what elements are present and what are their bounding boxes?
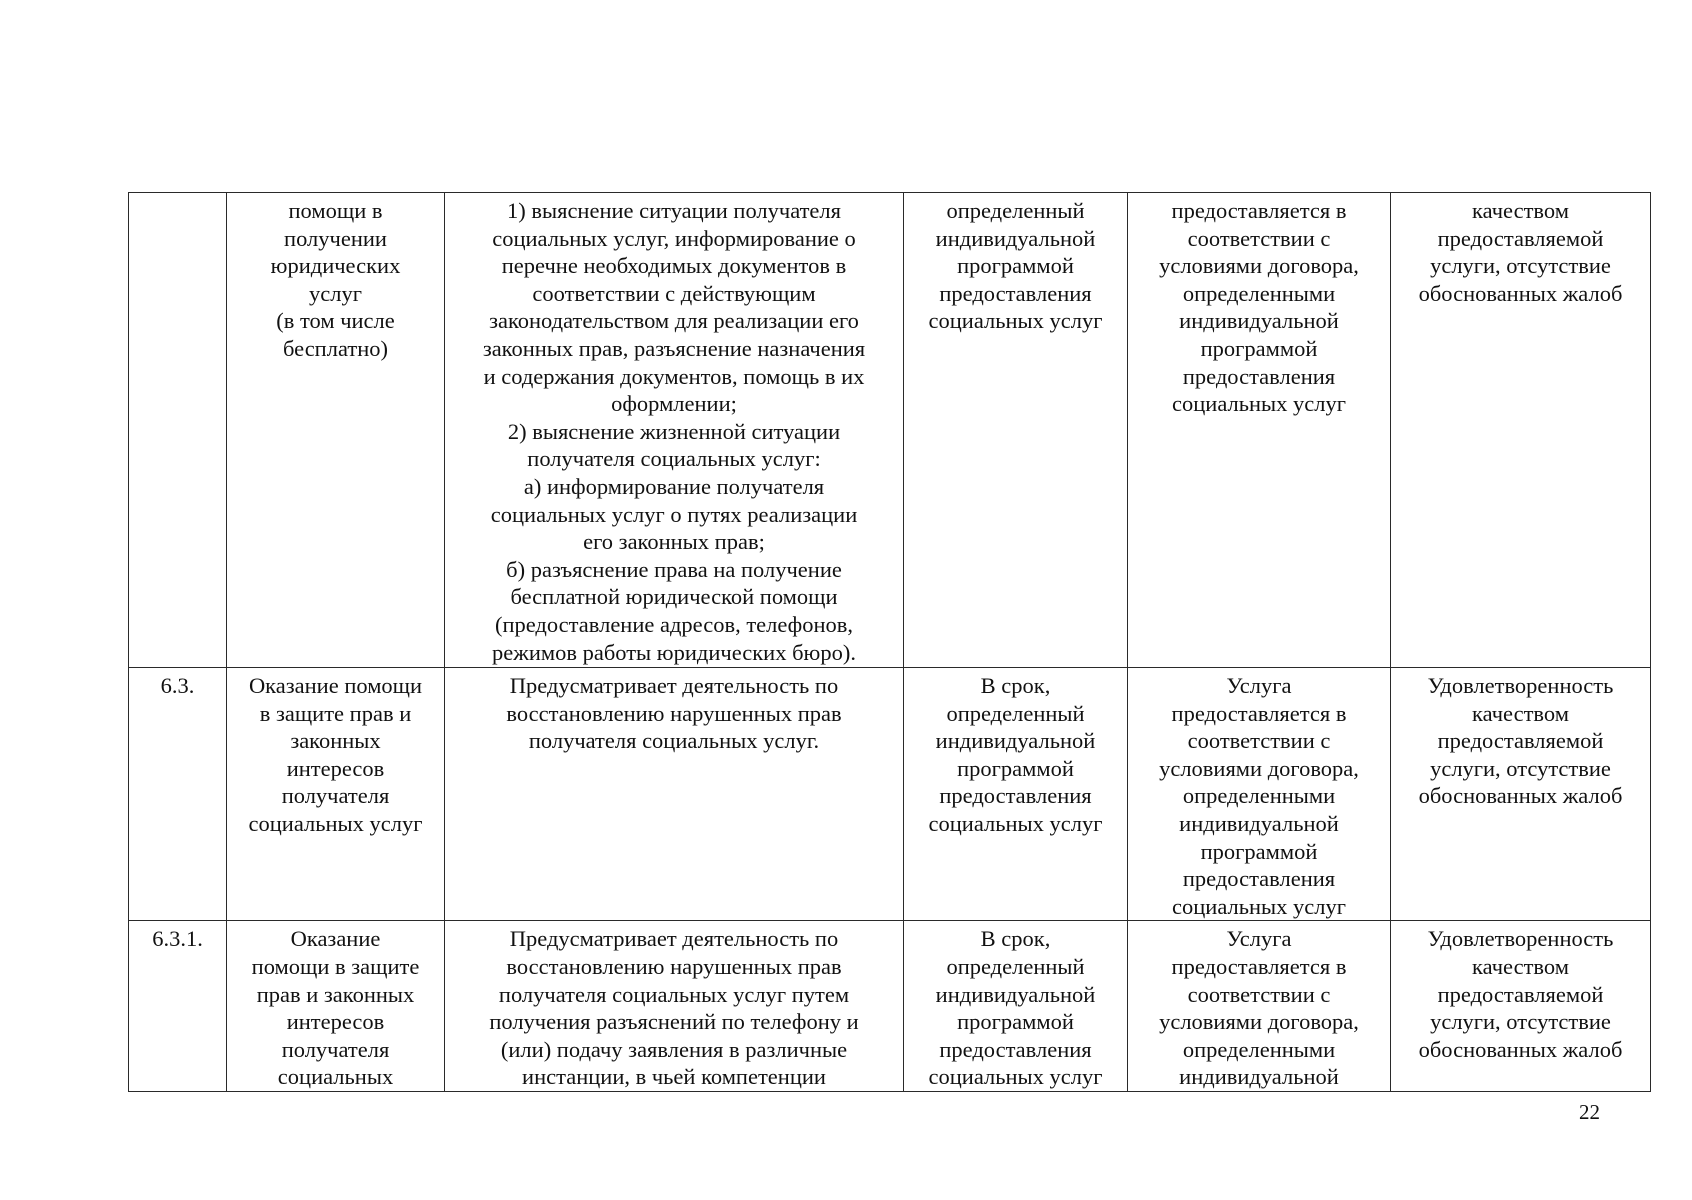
service-quality-cell: Удовлетворенность качеством предоставляемой услуги, отсутствие обоснованных жалоб — [1391, 921, 1651, 1092]
service-number-cell: 6.3. — [129, 668, 227, 921]
service-description-cell: 1) выяснение ситуации получателя социальных услуг, информирование о перечне необходимых документов в соответствии с действующим законодательством для реализации его законных прав, разъяснение назначения и содержания документов, помощь в их оформлении; 2) выяснение жизненной ситуации получателя социальных услуг: а) информирование получателя социальных услуг о путях реализации его законных прав; б) разъяснение права на получение бесплатной юридической помощи (предоставление адресов, телефонов, режимов работы юридических бюро). — [445, 193, 904, 668]
table-row — [129, 921, 1651, 1092]
service-quality-cell: Удовлетворенность качеством предоставляемой услуги, отсутствие обоснованных жалоб — [1391, 668, 1651, 921]
service-description-cell: Предусматривает деятельность по восстановлению нарушенных прав получателя социальных услуг. — [445, 668, 904, 921]
service-name-cell: помощи в получении юридических услуг (в том числе бесплатно) — [227, 193, 445, 668]
service-name-cell: Оказание помощи в защите прав и законных интересов получателя социальных услуг — [227, 668, 445, 921]
service-description-cell: Предусматривает деятельность по восстановлению нарушенных прав получателя социальных услуг путем получения разъяснений по телефону и (или) подачу заявления в различные инстанции, в чьей компетенции — [445, 921, 904, 1092]
service-conditions-cell: Услуга предоставляется в соответствии с условиями договора, определенными индивидуальной программой предоставления социальных услуг — [1128, 668, 1391, 921]
service-number-cell: 6.3.1. — [129, 921, 227, 1092]
table-row — [129, 668, 1651, 921]
service-term-cell: В срок, определенный индивидуальной программой предоставления социальных услуг — [904, 921, 1128, 1092]
service-name-cell: Оказание помощи в защите прав и законных интересов получателя социальных — [227, 921, 445, 1092]
social-services-table — [128, 192, 1651, 1092]
service-term-cell: определенный индивидуальной программой предоставления социальных услуг — [904, 193, 1128, 668]
service-term-cell: В срок, определенный индивидуальной программой предоставления социальных услуг — [904, 668, 1128, 921]
service-conditions-cell: предоставляется в соответствии с условиями договора, определенными индивидуальной программой предоставления социальных услуг — [1128, 193, 1391, 668]
page-number: 22 — [1579, 1100, 1600, 1124]
service-quality-cell: качеством предоставляемой услуги, отсутствие обоснованных жалоб — [1391, 193, 1651, 668]
service-number-cell — [129, 193, 227, 668]
table-row — [129, 193, 1651, 668]
service-conditions-cell: Услуга предоставляется в соответствии с условиями договора, определенными индивидуальной — [1128, 921, 1391, 1092]
